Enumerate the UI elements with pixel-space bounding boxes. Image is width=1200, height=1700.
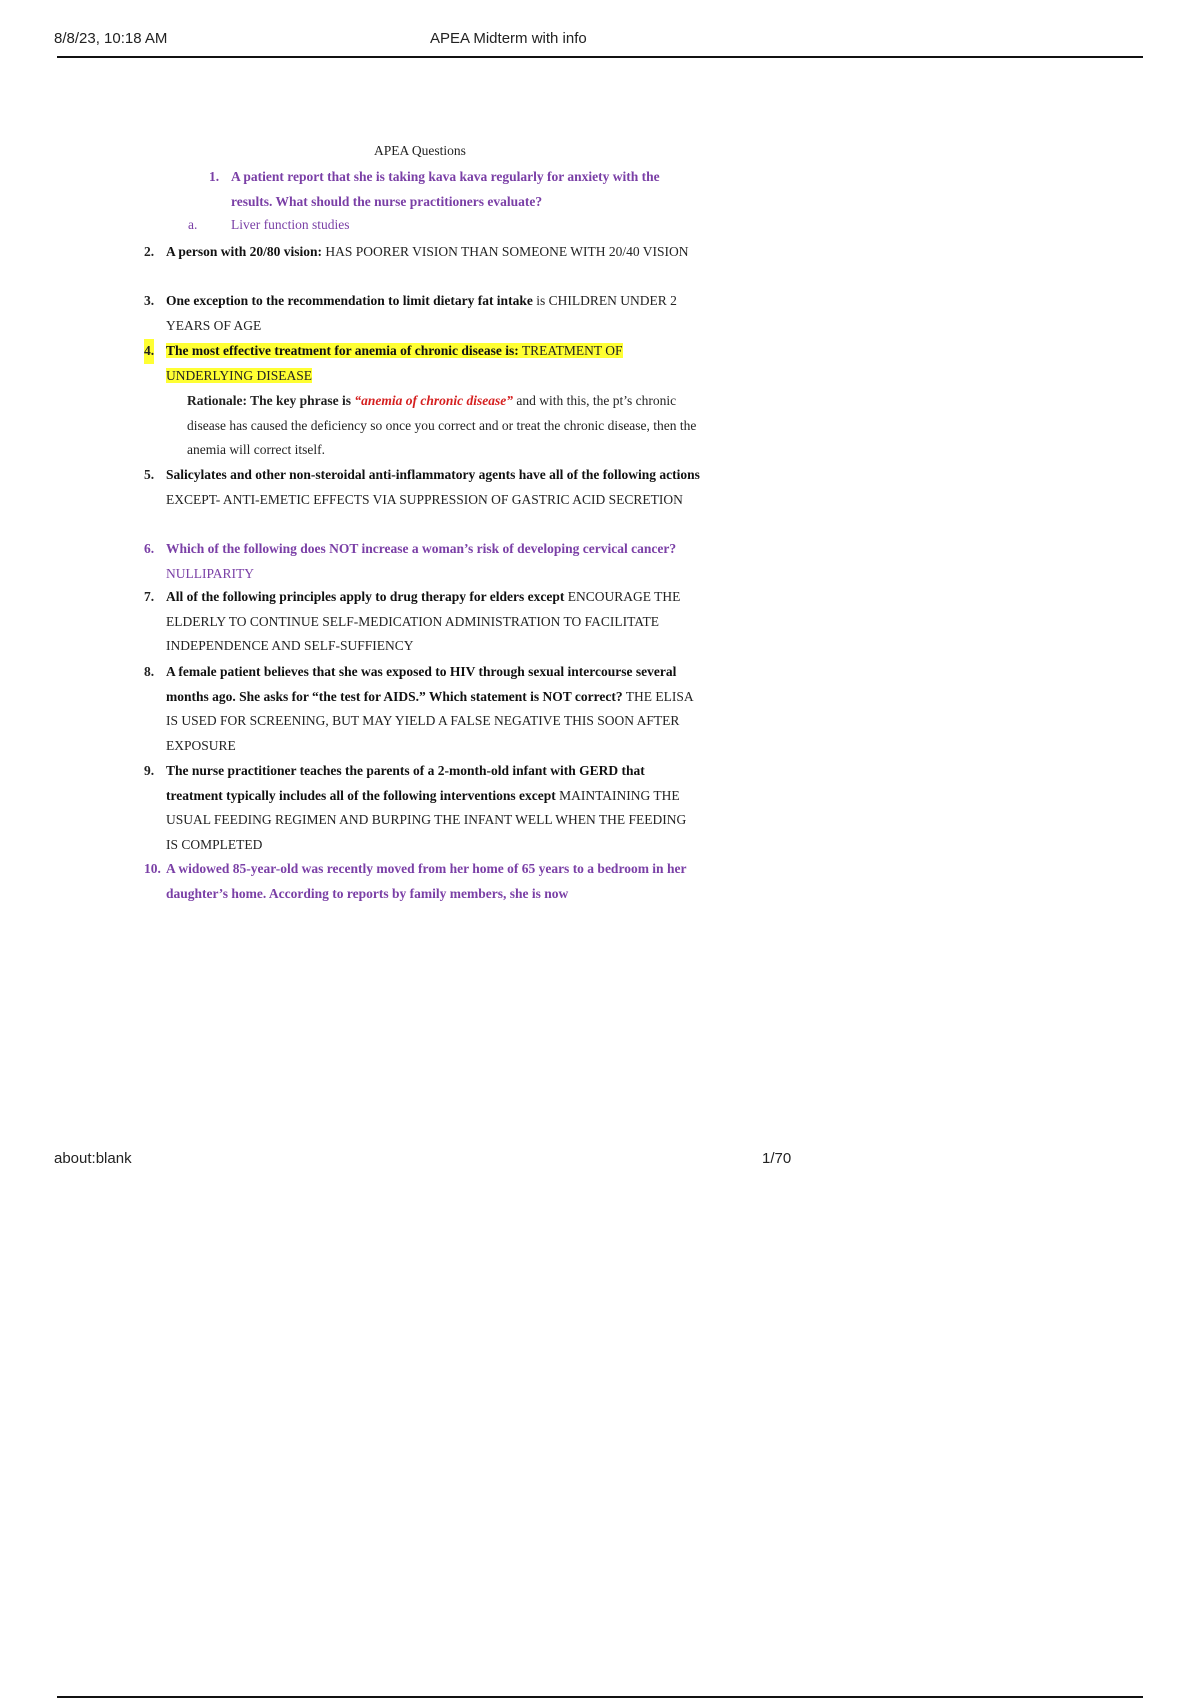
question-4-rationale [187,389,697,463]
answer-text: is CHILDREN UNDER 2 YEARS OF AGE [166,293,677,333]
question-text: A widowed 85-year-old was recently moved from her home of 65 years to a bedroom in her daughter’s home. According to reports by family members, she is now [166,861,687,901]
question-text: A female patient believes that she was exposed to HIV through sexual intercourse several months ago. She asks for “the test for AIDS.” Which statement is NOT correct? [166,664,677,704]
question-4 [144,339,666,388]
question-text: All of the following principles apply to drug therapy for elders except [166,589,565,604]
question-text: The nurse practitioner teaches the parents of a 2-month-old infant with GERD that treatment typically includes all of the following interventions except [166,763,645,803]
print-footer-url: about:blank [54,1150,132,1167]
rationale-label: Rationale: The key phrase is [187,393,355,408]
answer-text: THE ELISA IS USED FOR SCREENING, BUT MAY YIELD A FALSE NEGATIVE THIS SOON AFTER EXPOSURE [166,688,693,753]
question-number: 6. [144,541,155,556]
question-text: The most effective treatment for anemia of chronic disease is: [166,343,519,358]
question-number: 3. [144,293,155,308]
answer-text: MAINTAINING THE USUAL FEEDING REGIMEN AND BURPING THE INFANT WELL WHEN THE FEEDING IS COMPLETED [166,787,687,852]
question-text: Which of the following does NOT increase a woman’s risk of developing cervical cancer? [166,541,677,556]
answer-letter: a. [188,217,198,232]
question-number: 1. [209,169,220,184]
question-10 [144,857,706,906]
question-number: 4. [144,339,154,364]
document-title: APEA Questions [374,143,466,158]
question-number: 2. [144,244,155,259]
question-6 [144,537,706,586]
question-3 [144,289,706,338]
print-header-title: APEA Midterm with info [430,30,587,47]
question-number: 7. [144,589,155,604]
question-7 [144,585,706,659]
answer-text: TREATMENT OF UNDERLYING DISEASE [166,343,623,383]
question-number: 10. [144,861,161,876]
answer-text: HAS POORER VISION THAN SOMEONE WITH 20/40 VISION [322,244,689,259]
question-1-answer [188,217,349,233]
print-header-datetime: 8/8/23, 10:18 AM [54,30,168,47]
question-8 [144,660,706,758]
question-number: 5. [144,467,155,482]
question-text: One exception to the recommendation to limit dietary fat intake [166,293,533,308]
answer-text: Liver function studies [231,217,350,232]
question-text: A patient report that she is taking kava kava regularly for anxiety with the results. What should the nurse practitioners evaluate? [231,169,660,209]
question-1 [209,165,691,214]
question-9 [144,759,696,857]
rationale-text: and with this, the pt’s chronic disease has caused the deficiency so once you correct and or treat the chronic disease, then the anemia will correct itself. [187,393,697,458]
question-number: 9. [144,763,155,778]
rationale-key-phrase: “anemia of chronic disease” [354,393,514,408]
question-text: Salicylates and other non-steroidal anti-inflammatory agents have all of the following actions [166,467,700,482]
question-number: 8. [144,664,155,679]
print-footer-page-number: 1/70 [762,1150,792,1167]
answer-text: ENCOURAGE THE ELDERLY TO CONTINUE SELF-MEDICATION ADMINISTRATION TO FACILITATE INDEPENDENCE AND SELF-SUFFIENCY [166,589,681,654]
question-2 [144,240,706,265]
bottom-divider [57,1696,1143,1698]
question-5 [144,463,706,512]
answer-text: NULLIPARITY [166,565,255,581]
question-text: A person with 20/80 vision: [166,244,323,259]
header-divider [57,56,1143,58]
answer-text: EXCEPT- ANTI-EMETIC EFFECTS VIA SUPPRESSION OF GASTRIC ACID SECRETION [166,491,683,507]
